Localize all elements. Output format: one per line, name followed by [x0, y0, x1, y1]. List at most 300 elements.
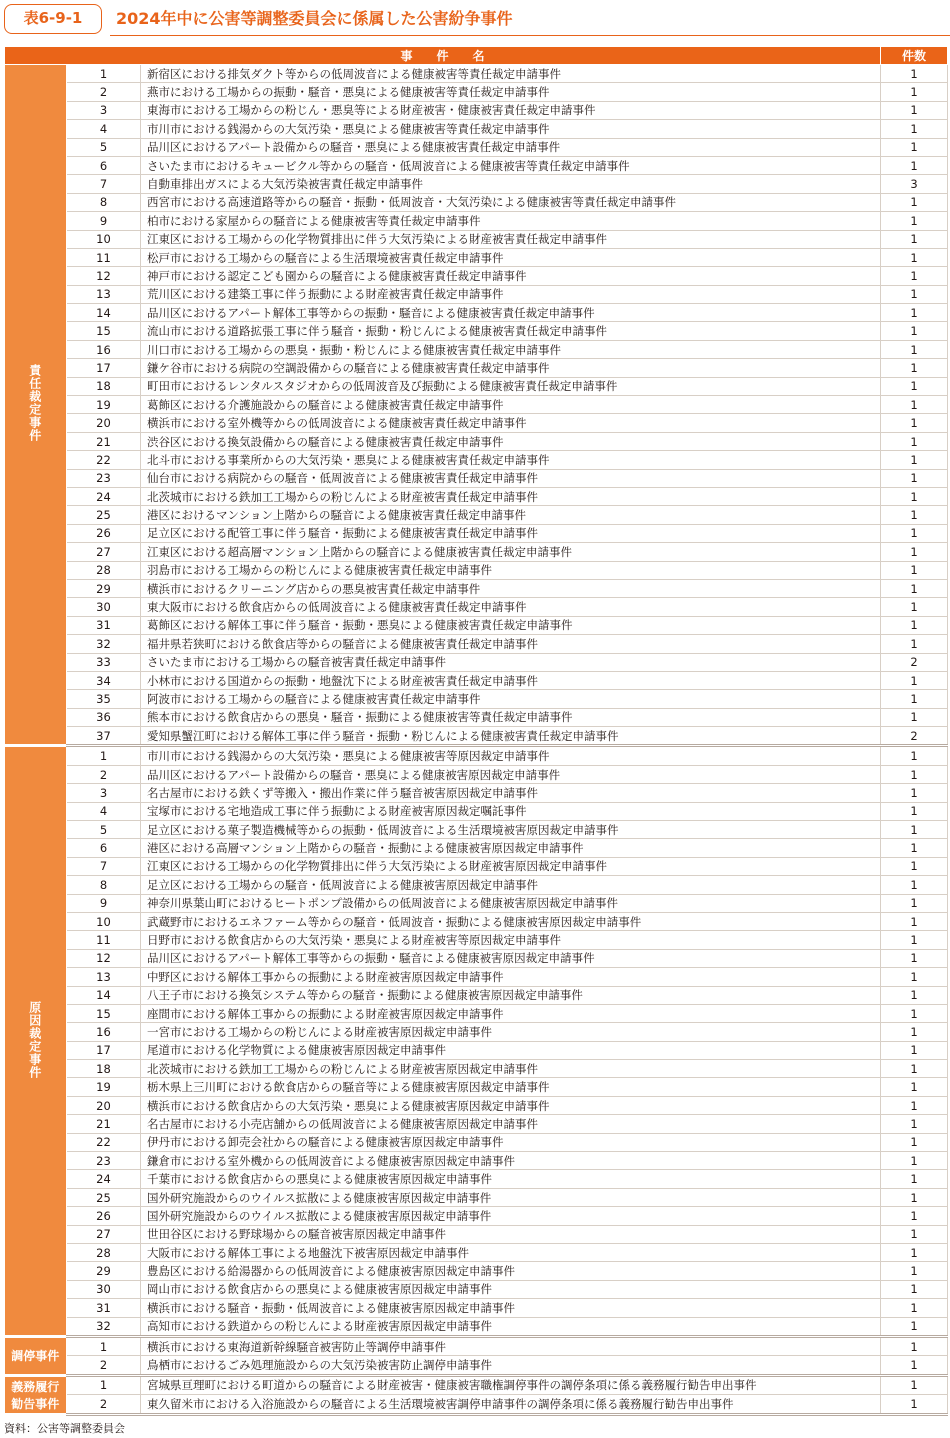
table-row	[5, 1356, 948, 1375]
row-number: 14	[67, 304, 141, 322]
table-row	[5, 1299, 948, 1317]
case-count: 1	[881, 931, 948, 949]
row-number: 2	[67, 83, 141, 101]
table-row	[5, 1078, 948, 1096]
table-row	[5, 1170, 948, 1188]
case-name: 北斗市における事業所からの大気汚染・悪臭による健康被害責任裁定申請事件	[141, 451, 881, 469]
row-number: 13	[67, 968, 141, 986]
category-cell	[5, 1375, 67, 1414]
table-row	[5, 1262, 948, 1280]
table-row	[5, 876, 948, 894]
row-number: 6	[67, 156, 141, 174]
case-count: 1	[881, 138, 948, 156]
category-cell	[5, 746, 67, 1337]
table-row	[5, 894, 948, 912]
table-row	[5, 83, 948, 101]
row-number: 3	[67, 101, 141, 119]
table-body	[5, 65, 948, 1415]
row-number: 10	[67, 230, 141, 248]
table-row	[5, 340, 948, 358]
case-name: 鎌ケ谷市における病院の空調設備からの騒音による健康被害責任裁定申請事件	[141, 359, 881, 377]
case-name: 八王子市における換気システム等からの騒音・振動による健康被害原因裁定申請事件	[141, 986, 881, 1004]
table-row	[5, 986, 948, 1004]
case-name: 宝塚市における宅地造成工事に伴う振動による財産被害原因裁定嘱託事件	[141, 802, 881, 820]
case-count: 2	[881, 653, 948, 671]
table-row	[5, 120, 948, 138]
table-row	[5, 230, 948, 248]
row-number: 9	[67, 894, 141, 912]
row-number: 22	[67, 1133, 141, 1151]
case-name: 品川区におけるアパート設備からの騒音・悪臭による健康被害責任裁定申請事件	[141, 138, 881, 156]
table-row	[5, 193, 948, 211]
table-row	[5, 285, 948, 303]
case-name: さいたま市における工場からの騒音被害責任裁定申請事件	[141, 653, 881, 671]
case-name: 渋谷区における換気設備からの騒音による健康被害責任裁定申請事件	[141, 432, 881, 450]
row-number: 1	[67, 746, 141, 765]
table-row	[5, 1375, 948, 1394]
case-count: 1	[881, 746, 948, 765]
table-row	[5, 1336, 948, 1355]
case-count: 1	[881, 1299, 948, 1317]
case-name: 荒川区における建築工事に伴う振動による財産被害責任裁定申請事件	[141, 285, 881, 303]
row-number: 5	[67, 138, 141, 156]
case-name: 足立区における配管工事に伴う騒音・振動による健康被害責任裁定申請事件	[141, 524, 881, 542]
case-count: 1	[881, 839, 948, 857]
row-number: 36	[67, 708, 141, 726]
category-cell	[5, 65, 67, 746]
row-number: 8	[67, 876, 141, 894]
case-name: 小林市における国道からの振動・地盤沈下による財産被害責任裁定申請事件	[141, 671, 881, 689]
case-name: 鳥栖市におけるごみ処理施設からの大気汚染被害防止調停申請事件	[141, 1356, 881, 1375]
table-id-badge: 表6-9-1	[4, 4, 102, 34]
case-name: 品川区におけるアパート解体工事等からの振動・騒音による健康被害原因裁定申請事件	[141, 949, 881, 967]
case-count: 1	[881, 1207, 948, 1225]
row-number: 14	[67, 986, 141, 1004]
case-count: 1	[881, 65, 948, 83]
row-number: 2	[67, 1356, 141, 1375]
case-name: 高知市における鉄道からの粉じんによる財産被害原因裁定申請事件	[141, 1317, 881, 1336]
case-count: 1	[881, 322, 948, 340]
source-note: 資料：公害等調整委員会	[4, 1422, 125, 1435]
case-count: 1	[881, 1096, 948, 1114]
case-name: 西宮市における高速道路等からの騒音・振動・低周波音・大気汚染による健康被害等責任裁定申請事件	[141, 193, 881, 211]
case-count: 2	[881, 727, 948, 746]
case-count: 1	[881, 83, 948, 101]
row-number: 12	[67, 949, 141, 967]
table-row	[5, 912, 948, 930]
case-count: 1	[881, 267, 948, 285]
row-number: 1	[67, 65, 141, 83]
case-name: 中野区における解体工事からの振動による財産被害原因裁定申請事件	[141, 968, 881, 986]
case-count: 1	[881, 598, 948, 616]
case-name: 市川市における銭湯からの大気汚染・悪臭による健康被害等原因裁定申請事件	[141, 746, 881, 765]
row-number: 33	[67, 653, 141, 671]
case-name: 伊丹市における卸売会社からの騒音による健康被害原因裁定申請事件	[141, 1133, 881, 1151]
table-row	[5, 616, 948, 634]
case-count: 1	[881, 986, 948, 1004]
case-name: 神戸市における認定こども園からの騒音による健康被害責任裁定申請事件	[141, 267, 881, 285]
case-count: 1	[881, 414, 948, 432]
case-count: 1	[881, 690, 948, 708]
case-name: 港区における高層マンション上階からの騒音・振動による健康被害原因裁定申請事件	[141, 839, 881, 857]
case-name: 日野市における飲食店からの大気汚染・悪臭による財産被害等原因裁定申請事件	[141, 931, 881, 949]
case-name: 豊島区における給湯器からの低周波音による健康被害原因裁定申請事件	[141, 1262, 881, 1280]
table-row	[5, 579, 948, 597]
case-name: 川口市における工場からの悪臭・振動・粉じんによる健康被害責任裁定申請事件	[141, 340, 881, 358]
case-count: 1	[881, 1262, 948, 1280]
table-row	[5, 653, 948, 671]
category-label: 責任裁定事件	[27, 364, 42, 443]
case-name: 岡山市における飲食店からの悪臭による健康被害原因裁定申請事件	[141, 1280, 881, 1298]
row-number: 26	[67, 524, 141, 542]
row-number: 12	[67, 267, 141, 285]
case-name: 愛知県蟹江町における解体工事に伴う騒音・振動・粉じんによる健康被害責任裁定申請事件	[141, 727, 881, 746]
case-name: 横浜市における騒音・振動・低周波音による健康被害原因裁定申請事件	[141, 1299, 881, 1317]
table-row	[5, 821, 948, 839]
case-name: 東久留米市における入浴施設からの騒音による生活環境被害調停申請事件の調停条項に係る義務履行勧告申出事件	[141, 1395, 881, 1414]
case-name: 羽島市における工場からの粉じんによる健康被害責任裁定申請事件	[141, 561, 881, 579]
case-count: 1	[881, 543, 948, 561]
case-count: 1	[881, 1078, 948, 1096]
row-number: 26	[67, 1207, 141, 1225]
case-count: 1	[881, 506, 948, 524]
category-cell	[5, 1336, 67, 1375]
case-count: 1	[881, 708, 948, 726]
case-name: 自動車排出ガスによる大気汚染被害責任裁定申請事件	[141, 175, 881, 193]
case-count: 1	[881, 285, 948, 303]
case-name: 横浜市における飲食店からの大気汚染・悪臭による健康被害原因裁定申請事件	[141, 1096, 881, 1114]
table-row	[5, 175, 948, 193]
row-number: 24	[67, 1170, 141, 1188]
category-label: 原因裁定事件	[27, 1000, 42, 1079]
case-count: 1	[881, 1188, 948, 1206]
case-name: 市川市における銭湯からの大気汚染・悪臭による健康被害等責任裁定申請事件	[141, 120, 881, 138]
case-count: 1	[881, 1356, 948, 1375]
case-count: 1	[881, 616, 948, 634]
row-number: 11	[67, 931, 141, 949]
table-row	[5, 931, 948, 949]
case-name: 町田市におけるレンタルスタジオからの低周波音及び振動による健康被害責任裁定申請事件	[141, 377, 881, 395]
row-number: 11	[67, 248, 141, 266]
case-count: 1	[881, 1395, 948, 1414]
row-number: 4	[67, 120, 141, 138]
table-row	[5, 802, 948, 820]
row-number: 4	[67, 802, 141, 820]
row-number: 10	[67, 912, 141, 930]
table-row	[5, 561, 948, 579]
row-number: 27	[67, 543, 141, 561]
row-number: 8	[67, 193, 141, 211]
case-name: 国外研究施設からのウイルス拡散による健康被害原因裁定申請事件	[141, 1188, 881, 1206]
case-name: 名古屋市における小売店舗からの低周波音による健康被害原因裁定申請事件	[141, 1115, 881, 1133]
case-count: 1	[881, 487, 948, 505]
table-row	[5, 322, 948, 340]
table-row	[5, 524, 948, 542]
table-row	[5, 506, 948, 524]
case-name: 福井県若狭町における飲食店等からの騒音による健康被害責任裁定申請事件	[141, 635, 881, 653]
case-name: 江東区における工場からの化学物質排出に伴う大気汚染による財産被害原因裁定申請事件	[141, 857, 881, 875]
case-count: 1	[881, 1041, 948, 1059]
row-number: 29	[67, 579, 141, 597]
row-number: 13	[67, 285, 141, 303]
row-number: 25	[67, 1188, 141, 1206]
table-row	[5, 1188, 948, 1206]
case-count: 1	[881, 802, 948, 820]
row-number: 20	[67, 414, 141, 432]
case-count: 1	[881, 156, 948, 174]
row-number: 5	[67, 821, 141, 839]
row-number: 15	[67, 1004, 141, 1022]
row-number: 7	[67, 857, 141, 875]
case-count: 1	[881, 876, 948, 894]
case-name: 足立区における菓子製造機械等からの振動・低周波音による生活環境被害原因裁定申請事件	[141, 821, 881, 839]
row-number: 31	[67, 616, 141, 634]
row-number: 35	[67, 690, 141, 708]
table-row	[5, 414, 948, 432]
case-name: 栃木県上三川町における飲食店からの騒音等による健康被害原因裁定申請事件	[141, 1078, 881, 1096]
case-count: 1	[881, 230, 948, 248]
case-name: 品川区におけるアパート解体工事等からの振動・騒音による健康被害責任裁定申請事件	[141, 304, 881, 322]
table-row	[5, 304, 948, 322]
table-row	[5, 784, 948, 802]
row-number: 28	[67, 1244, 141, 1262]
table-row	[5, 469, 948, 487]
row-number: 28	[67, 561, 141, 579]
case-name: 葛飾区における介護施設からの騒音による健康被害責任裁定申請事件	[141, 396, 881, 414]
case-count: 1	[881, 949, 948, 967]
case-count: 1	[881, 1023, 948, 1041]
table-row	[5, 1280, 948, 1298]
case-name: 鎌倉市における室外機からの低周波音による健康被害原因裁定申請事件	[141, 1152, 881, 1170]
case-name: 阿波市における工場からの騒音による健康被害責任裁定申請事件	[141, 690, 881, 708]
case-count: 1	[881, 212, 948, 230]
case-count: 1	[881, 1133, 948, 1151]
table-row	[5, 598, 948, 616]
case-count: 1	[881, 1225, 948, 1243]
case-count: 1	[881, 765, 948, 783]
table-row	[5, 765, 948, 783]
case-name: 座間市における解体工事からの振動による財産被害原因裁定申請事件	[141, 1004, 881, 1022]
case-count: 1	[881, 340, 948, 358]
row-number: 19	[67, 1078, 141, 1096]
row-number: 16	[67, 1023, 141, 1041]
table-row	[5, 857, 948, 875]
case-name: さいたま市におけるキュービクル等からの騒音・低周波音による健康被害等責任裁定申請事件	[141, 156, 881, 174]
table-row	[5, 543, 948, 561]
table-row	[5, 1133, 948, 1151]
table-row	[5, 65, 948, 83]
table-row	[5, 487, 948, 505]
table-row	[5, 671, 948, 689]
case-count: 1	[881, 377, 948, 395]
case-count: 1	[881, 912, 948, 930]
case-name: 一宮市における工場からの粉じんによる財産被害原因裁定申請事件	[141, 1023, 881, 1041]
case-name: 柏市における家屋からの騒音による健康被害等責任裁定申請事件	[141, 212, 881, 230]
case-count: 1	[881, 579, 948, 597]
case-name: 足立区における工場からの騒音・低周波音による健康被害原因裁定申請事件	[141, 876, 881, 894]
case-name: 江東区における超高層マンション上階からの騒音による健康被害責任裁定申請事件	[141, 543, 881, 561]
case-name: 熊本市における飲食店からの悪臭・騒音・振動による健康被害等責任裁定申請事件	[141, 708, 881, 726]
case-name: 北茨城市における鉄加工工場からの粉じんによる財産被害責任裁定申請事件	[141, 487, 881, 505]
case-count: 1	[881, 101, 948, 119]
case-name: 燕市における工場からの振動・騒音・悪臭による健康被害等責任裁定申請事件	[141, 83, 881, 101]
table-row	[5, 635, 948, 653]
case-count: 1	[881, 1004, 948, 1022]
row-number: 24	[67, 487, 141, 505]
row-number: 29	[67, 1262, 141, 1280]
case-count: 1	[881, 304, 948, 322]
row-number: 16	[67, 340, 141, 358]
case-name: 東大阪市における飲食店からの低周波音による健康被害責任裁定申請事件	[141, 598, 881, 616]
table-title: 2024年中に公害等調整委員会に係属した公害紛争事件	[116, 9, 513, 28]
row-number: 2	[67, 1395, 141, 1414]
table-row	[5, 690, 948, 708]
case-name: 世田谷区における野球場からの騒音被害原因裁定申請事件	[141, 1225, 881, 1243]
case-count: 1	[881, 120, 948, 138]
table-row	[5, 839, 948, 857]
table-row	[5, 248, 948, 266]
table-row	[5, 968, 948, 986]
case-name: 大阪市における解体工事による地盤沈下被害原因裁定申請事件	[141, 1244, 881, 1262]
case-name: 横浜市における室外機等からの低周波音による健康被害責任裁定申請事件	[141, 414, 881, 432]
case-count: 1	[881, 1170, 948, 1188]
case-count: 1	[881, 451, 948, 469]
row-number: 21	[67, 1115, 141, 1133]
case-name: 品川区におけるアパート設備からの騒音・悪臭による健康被害原因裁定申請事件	[141, 765, 881, 783]
case-count: 1	[881, 894, 948, 912]
table-row	[5, 359, 948, 377]
table-head-row	[5, 47, 948, 65]
row-number: 32	[67, 1317, 141, 1336]
case-count: 1	[881, 396, 948, 414]
table-row	[5, 212, 948, 230]
column-header-case-name: 事 件 名	[5, 47, 881, 65]
case-count: 1	[881, 635, 948, 653]
case-count: 1	[881, 359, 948, 377]
case-name: 名古屋市における鉄くず等搬入・搬出作業に伴う騒音被害原因裁定申請事件	[141, 784, 881, 802]
row-number: 9	[67, 212, 141, 230]
table-row	[5, 1317, 948, 1336]
table-row	[5, 101, 948, 119]
case-name: 流山市における道路拡張工事に伴う騒音・振動・粉じんによる健康被害責任裁定申請事件	[141, 322, 881, 340]
title-underline	[110, 35, 950, 36]
row-number: 27	[67, 1225, 141, 1243]
row-number: 3	[67, 784, 141, 802]
row-number: 30	[67, 598, 141, 616]
case-name: 仙台市における病院からの騒音・低周波音による健康被害責任裁定申請事件	[141, 469, 881, 487]
case-count: 1	[881, 1152, 948, 1170]
row-number: 6	[67, 839, 141, 857]
case-name: 松戸市における工場からの騒音による生活環境被害責任裁定申請事件	[141, 248, 881, 266]
case-name: 宮城県亘理町における町道からの騒音による財産被害・健康被害職権調停事件の調停条項に係る義務履行勧告申出事件	[141, 1375, 881, 1394]
case-name: 国外研究施設からのウイルス拡散による健康被害原因裁定申請事件	[141, 1207, 881, 1225]
row-number: 18	[67, 1060, 141, 1078]
row-number: 1	[67, 1375, 141, 1394]
table-row	[5, 1207, 948, 1225]
row-number: 34	[67, 671, 141, 689]
case-name: 神奈川県葉山町におけるヒートポンプ設備からの低周波音による健康被害原因裁定申請事件	[141, 894, 881, 912]
case-count: 1	[881, 1336, 948, 1355]
table-row	[5, 1225, 948, 1243]
row-number: 17	[67, 359, 141, 377]
case-count: 1	[881, 821, 948, 839]
row-number: 19	[67, 396, 141, 414]
table-row	[5, 377, 948, 395]
case-count: 1	[881, 1375, 948, 1394]
table-row	[5, 1004, 948, 1022]
table-row	[5, 708, 948, 726]
table-row	[5, 1244, 948, 1262]
row-number: 18	[67, 377, 141, 395]
case-name: 江東区における工場からの化学物質排出に伴う大気汚染による財産被害責任裁定申請事件	[141, 230, 881, 248]
row-number: 25	[67, 506, 141, 524]
case-count: 1	[881, 469, 948, 487]
table-row	[5, 1023, 948, 1041]
case-count: 1	[881, 193, 948, 211]
category-label-line2: 勧告事件	[11, 1396, 60, 1411]
case-count: 1	[881, 784, 948, 802]
case-name: 武蔵野市におけるエネファーム等からの騒音・低周波音・振動による健康被害原因裁定申請事件	[141, 912, 881, 930]
row-number: 31	[67, 1299, 141, 1317]
row-number: 20	[67, 1096, 141, 1114]
table-row	[5, 1060, 948, 1078]
case-count: 1	[881, 968, 948, 986]
row-number: 17	[67, 1041, 141, 1059]
case-count: 1	[881, 432, 948, 450]
case-name: 横浜市における東海道新幹線騒音被害防止等調停申請事件	[141, 1336, 881, 1355]
case-name: 新宿区における排気ダクト等からの低周波音による健康被害等責任裁定申請事件	[141, 65, 881, 83]
table-row	[5, 451, 948, 469]
table-row	[5, 1152, 948, 1170]
row-number: 1	[67, 1336, 141, 1355]
case-count: 1	[881, 248, 948, 266]
cases-table	[4, 46, 948, 1416]
table-row	[5, 1096, 948, 1114]
case-count: 1	[881, 1060, 948, 1078]
table-row	[5, 1115, 948, 1133]
case-count: 1	[881, 671, 948, 689]
row-number: 2	[67, 765, 141, 783]
case-name: 葛飾区における解体工事に伴う騒音・振動・悪臭による健康被害責任裁定申請事件	[141, 616, 881, 634]
row-number: 23	[67, 469, 141, 487]
table-header	[0, 0, 950, 40]
row-number: 30	[67, 1280, 141, 1298]
table-row	[5, 949, 948, 967]
row-number: 23	[67, 1152, 141, 1170]
case-count: 1	[881, 561, 948, 579]
row-number: 21	[67, 432, 141, 450]
case-count: 1	[881, 1317, 948, 1336]
case-name: 北茨城市における鉄加工工場からの粉じんによる財産被害原因裁定申請事件	[141, 1060, 881, 1078]
case-name: 横浜市におけるクリーニング店からの悪臭被害責任裁定申請事件	[141, 579, 881, 597]
table-row	[5, 432, 948, 450]
row-number: 37	[67, 727, 141, 746]
table-row	[5, 746, 948, 765]
case-count: 3	[881, 175, 948, 193]
case-name: 千葉市における飲食店からの悪臭による健康被害原因裁定申請事件	[141, 1170, 881, 1188]
row-number: 7	[67, 175, 141, 193]
case-name: 尾道市における化学物質による健康被害原因裁定申請事件	[141, 1041, 881, 1059]
case-count: 1	[881, 1115, 948, 1133]
row-number: 15	[67, 322, 141, 340]
table-row	[5, 396, 948, 414]
case-count: 1	[881, 1244, 948, 1262]
table-row	[5, 138, 948, 156]
table-row	[5, 1041, 948, 1059]
case-name: 東海市における工場からの粉じん・悪臭等による財産被害・健康被害責任裁定申請事件	[141, 101, 881, 119]
category-label: 調停事件	[11, 1349, 60, 1364]
case-count: 1	[881, 857, 948, 875]
